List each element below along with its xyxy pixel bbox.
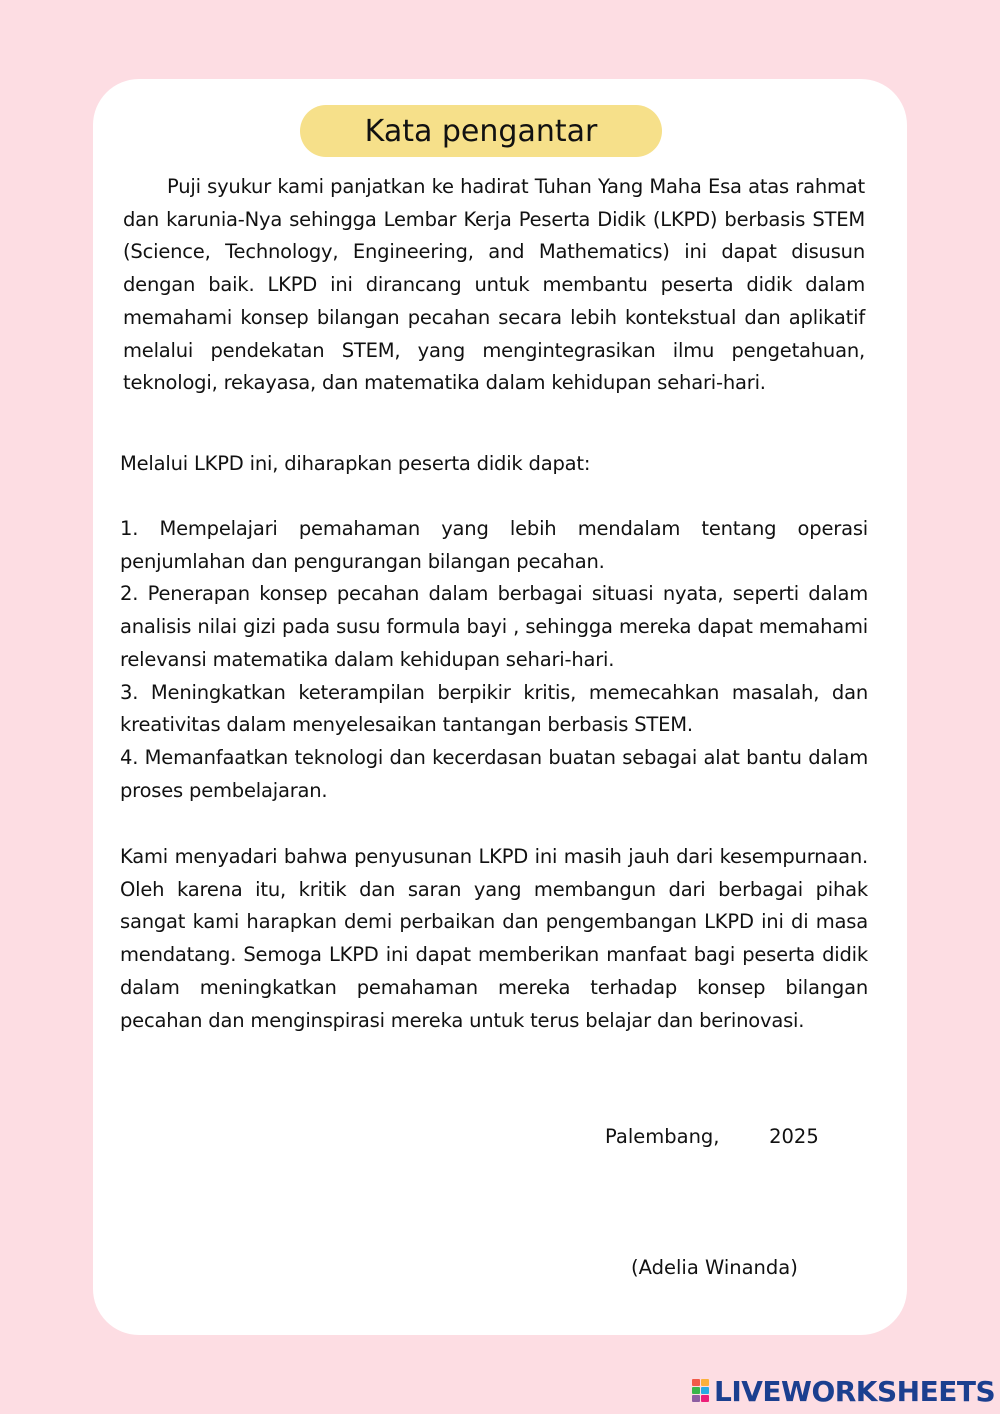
liveworksheets-logo-icon bbox=[692, 1379, 710, 1403]
brand-watermark bbox=[692, 1376, 995, 1406]
closing-paragraph: Kami menyadari bahwa penyusunan LKPD ini masih jauh dari kesempurnaan. Oleh karena itu, kritik dan saran yang membangun dari berbagai pihak sangat kami harapkan demi perbaikan dan pengembangan LKPD ini di masa mendatang. Semoga LKPD ini dapat memberikan manfaat bagi peserta didik dalam meningkatkan pemahaman mereka terhadap konsep bilangan pecahan dan menginspirasi mereka untuk terus belajar dan berinovasi. bbox=[120, 845, 868, 1032]
lead-sentence: Melalui LKPD ini, diharapkan peserta didik dapat: bbox=[120, 452, 591, 475]
list-item: 3. Meningkatkan keterampilan berpikir kritis, memecahkan masalah, dan kreativitas dalam menyelesaikan tantangan berbasis STEM. bbox=[120, 680, 868, 737]
place-date: Palembang, 2025 bbox=[605, 1125, 819, 1148]
list-item: 4. Memanfaatkan teknologi dan kecerdasan buatan sebagai alat bantu dalam proses pembelajaran. bbox=[120, 745, 868, 802]
document-card bbox=[93, 79, 907, 1335]
brand-name: LIVEWORKSHEETS bbox=[714, 1374, 996, 1408]
signature: (Adelia Winanda) bbox=[631, 1256, 798, 1279]
goals-list bbox=[120, 513, 868, 807]
list-item: 2. Penerapan konsep pecahan dalam berbagai situasi nyata, seperti dalam analisis nilai gizi pada susu formula bayi , sehingga mereka dapat memahami relevansi matematika dalam kehidupan sehari-hari. bbox=[120, 582, 868, 671]
list-item: 1. Mempelajari pemahaman yang lebih mendalam tentang operasi penjumlahan dan pengurangan bilangan pecahan. bbox=[120, 517, 868, 573]
page-title: Kata pengantar bbox=[300, 105, 662, 157]
intro-paragraph: Puji syukur kami panjatkan ke hadirat Tuhan Yang Maha Esa atas rahmat dan karunia-Nya sehingga Lembar Kerja Peserta Didik (LKPD) berbasis STEM (Science, Technology, Engineering, and Mathematics) ini dapat disusun dengan baik. LKPD ini dirancang untuk membantu peserta didik dalam memahami konsep bilangan pecahan secara lebih kontekstual dan aplikatif melalui pendekatan STEM, yang mengintegrasikan ilmu pengetahuan, teknologi, rekayasa, dan matematika dalam kehidupan sehari-hari. bbox=[123, 175, 865, 395]
